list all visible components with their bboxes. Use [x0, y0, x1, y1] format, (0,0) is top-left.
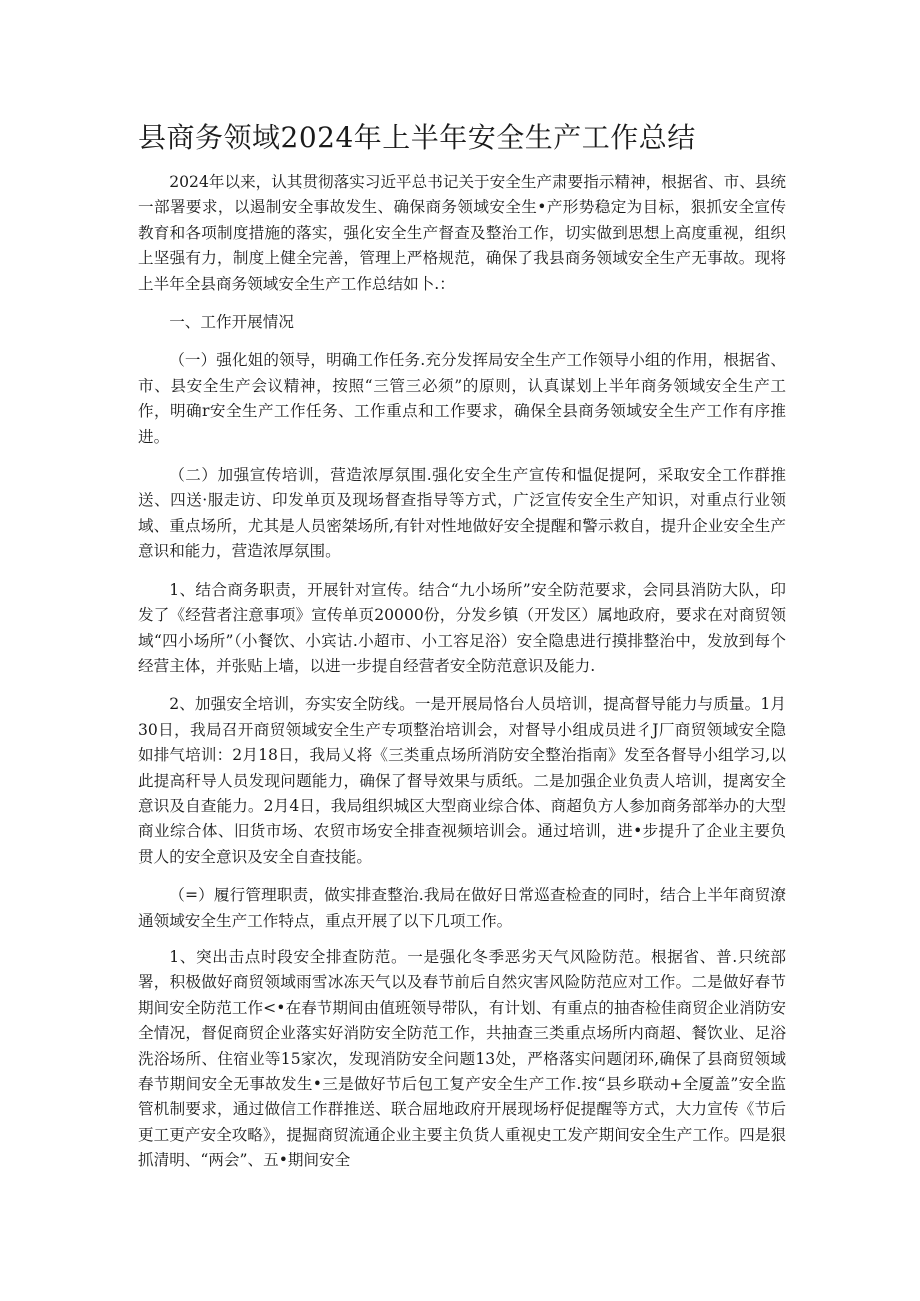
intro-paragraph: 2024年以来，认其贯彻落实习近平总书记关于安全生产肃要指示精神，根据省、市、县统一部署要求，以遏制安全事故发生、确保商务领域安全生•产形势稳定为目标，狠抓安全宣传教育和各项制度措施的落实，强化安全生产督查及整治工作，切实做到思想上高度重视，组织上坚强有力，制度上健全完善，管理上严格规范，确保了我县商务领域安全生产无事故。现将上半年全县商务领域安全生产工作总结如卜.：: [138, 173, 786, 293]
paragraph-leadership: （一）强化姐的领导，明确工作任务.充分发挥局安全生产工作领导小组的作用，根据省、市、县安全生产会议精神，按照“三管三必须”的原则，认真谋划上半年商务领域安全生产工作，明确r安全生产工作任务、工作重点和工作要求，确保全县商务领域安全生产工作有序推进。: [138, 351, 786, 446]
document-title: 县商务领域2024年上半年安全生产工作总结: [138, 121, 696, 154]
document-page: [138, 118, 786, 1174]
paragraph-publicity-training: （二）加强宣传培训，营造浓厚氛围.强化安全生产宣传和愠促提阿，采取安全工作群推送、四送·服走访、印发单页及现场督查指导等方式，广泛宣传安全生产知识，对重点行业领域、重点场所，尤其是人员密桀场所,有针对性地做好安全提醒和警示救自，提升企业安全生产意识和能力，营造浓厚氛围。: [138, 466, 786, 561]
section-heading-work-status: 一、工作开展情况: [169, 313, 294, 332]
paragraph-management-duties: （=）履行管理职责，做实排查整治.我局在做好日常巡查检查的同时，结合上半年商贸潦通领域安全生产工作特点，重点开展了以下几项工作。: [138, 886, 786, 930]
paragraph-safety-training: 2、加强安全培训，夯实安全防线。一是开展局恪台人员培训，提高督导能力与质量。1月30日，我局召开商贸领域安全生产专项整治培训会，对督导小组成员进彳J厂商贸领域安全隐如排气培训：2月18日，我局乂将《三类重点场所消防安全整治指南》发至各督导小组学习,以此提高秆导人员发现问题能力，确保了督导效果与质纸。二是加强企业负责人培训，提离安全意识及自查能力。2月4日，我局组织城区大型商业综合体、商超负方人参加商务部举办的大型商业综合体、旧货市场、农贸市场安全排查视频培训会。通过培训，进•步提升了企业主要负贯人的安全意识及安全自查技能。: [138, 695, 786, 866]
paragraph-targeted-publicity: 1、结合商务职责，开展针对宣传。结合“九小场所”安全防范要求，会同县消防大队，印发了《经营者注意事项》宣传单页20000份，分发乡镇（开发区）属地政府，要求在对商贸领域“四小场所”（小餐饮、小宾诂.小超市、小工容足浴）安全隐患进行摸排整治中，发放到每个经营主体，并张贴上墙，以进一步提自经营者安全防范意识及能力.: [138, 580, 786, 675]
paragraph-key-period-inspection: 1、突出击点时段安全排查防范。一是强化冬季恶劣天气风险防范。根据省、普.只统部署，积极做好商贸领域雨雪冰冻天气以及春节前后自然灾害风险防范应对工作。二是做好春节期间安全防范工作<•在春节期间由值班领导带队，有计划、有重点的抽杳检佳商贸企业消防安全情况，督促商贸企业落实好消防安全防范工作，共抽查三类重点场所内商超、餐饮业、足浴洗浴场所、住宿业等15家次，发现消防安全问题13处，严格落实问题闭环,确保了县商贸领域春节期间安全无事故发生•三是做好节后包工复产安全生产工作.按“县乡联动+全厦盖”安全监管机制要求，通过做信工作群推送、联合屈地政府开展现场杼促提醒等方式，大力宣传《节后更工更产安全攻略》，提掘商贸流通企业主要主负货人重视史工发产期间安全生产工作。四是狠抓清明、“两会”、五•期间安全: [138, 947, 786, 1170]
